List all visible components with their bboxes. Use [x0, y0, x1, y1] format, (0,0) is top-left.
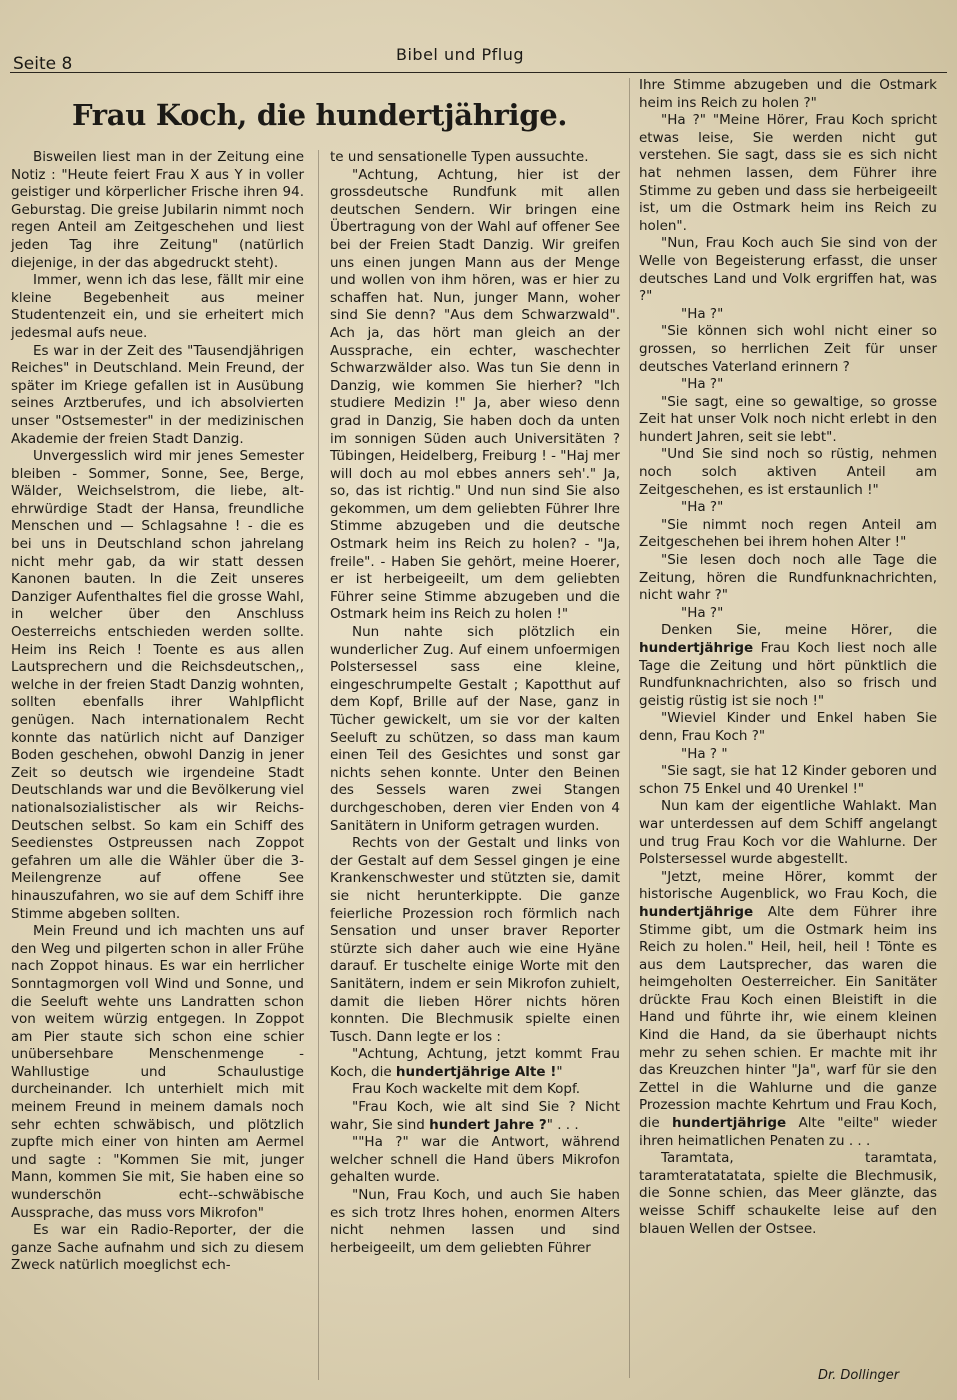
paragraph: "Sie lesen doch noch alle Tage die Zeitung, hören die Rundfunknachrichten, nicht wahr ?" [639, 552, 937, 604]
bold-text: hundertjährige [671, 1115, 787, 1132]
paragraph: Mein Freund und ich machten uns auf den Weg und pilgerten schon in aller Frühe nach Zoppot hinaus. Es war ein herrlicher Sonntagmorgen voll Wind und Sonne, und die Seeluft wehte uns Landratten schon von weitem würzig entgegen. In Zoppot am Pier staute sich schon eine schier unübersehbare Menschenmenge - Wahllustige und Schaulustige durcheinander. Ich unterhielt mich mit meinem Freund in meinem damals noch sehr echten schwäbisch, und plötzlich zupfte mich einer von hinten am Aermel und sagte : "Kommen Sie mit, junger Mann, kommen Sie mit, Sie haben eine so wunderschön echt--schwäbische Aussprache, das muss vors Mikrofon" [11, 923, 304, 1221]
text-run: " [556, 1063, 563, 1080]
paragraph: Taramtata, taramtata, taramteratatatata, spielte die Blechmusik, die Sonne schien, das Meer glänzte, das weisse Schiff schaukelte leise auf den blauen Wellen der Ostsee. [639, 1150, 937, 1237]
header-rule [10, 72, 947, 73]
paragraph: "Ha ?" [681, 499, 724, 516]
paragraph [330, 1099, 620, 1134]
text-run: Frau Koch liest noch alle Tage die Zeitung und hört pünktlich die Rundfunknachrichten, also so frisch und geistig rüstig ist sie noch !" [639, 640, 937, 709]
paragraph [639, 622, 937, 710]
paragraph: "Nun, Frau Koch, und auch Sie haben es sich trotz Ihres hohen, enormen Alters nicht nehmen lassen und sind herbeigeeilt, um dem geliebten Führer [330, 1187, 620, 1256]
paragraph: "Ha ?" [681, 604, 724, 621]
page-number: Seite 8 [13, 54, 73, 74]
paragraph: Ihre Stimme abzugeben und die Ostmark heim ins Reich zu holen ?" [639, 77, 937, 111]
text-run: "Jetzt, meine Hörer, kommt der historische Augenblick, wo Frau Koch, die [639, 868, 937, 903]
paragraph: Rechts von der Gestalt und links von der Gestalt auf dem Sessel gingen je eine Krankenschwester und stützten sie, damit sie nicht herunterkippte. Die ganze feierliche Prozession roch förmlich nach Sensation und unser braver Reporter stürzte sich daher auch wie eine Hyäne darauf. Er tuschelte einige Worte mit den Sanitätern, indem er sein Mikrofon zuhielt, damit die lieben Hörer nichts hören konnten. Die Blechmusik spielte einen Tusch. Dann legte er los : [330, 835, 620, 1045]
text-run: "Achtung, Achtung, jetzt kommt Frau Koch, die [330, 1046, 620, 1080]
bold-text: hundertjährige Alte ! [395, 1063, 557, 1080]
paragraph: "Achtung, Achtung, hier ist der grossdeutsche Rundfunk mit allen deutschen Sendern. Wir bringen eine Übertragung von der Wahl auf offener See bei der Freien Stadt Danzig. Wir greifen uns einen jungen Mann aus der Menge und wollen von ihm hören, was er hier zu schaffen hat. Nun, junger Mann, woher sind Sie denn? "Aus dem Schwarzwald". Ach ja, das hört man gleich an der Aussprache, ein echter, waschechter Schwarzwälder also. Was tun Sie denn in Danzig, wie kommen Sie hierher? "Ich studiere Medizin !" Ja, aber wieso denn grad in Danzig, Sie haben doch da unten im sonnigen Süden auch Universitäten ? Tübingen, Heidelberg, Freiburg ! - "Haj mer will doch au mol ebbes anners seh'." Ja, so, das ist richtig." Und nun sind Sie also gekommen, um dem geliebten Führer Ihre Stimme abzugeben und die deutsche Ostmark heim ins Reich zu holen? - "Ja, freile". - Haben Sie gehört, meine Hoerer, er ist herbeigeeilt, um dem geliebten Führer seine Stimme abzugeben und die Ostmark heim ins Reich zu holen !" [330, 166, 620, 623]
author-signature: Dr. Dollinger [818, 1368, 900, 1383]
article-column-1 [11, 149, 304, 1275]
bold-text: hundert Jahre ? [429, 1116, 547, 1133]
article-column-3 [639, 77, 937, 1238]
text-run: "Frau Koch, wie alt sind Sie ? Nicht wahr, Sie sind [330, 1099, 620, 1133]
paragraph: Es war in der Zeit des "Tausendjährigen Reiches" in Deutschland. Mein Freund, der später im Kriege gefallen ist in Ausübung seines Arztberufes, und ich absolvierten unser "Ostsemester" in der medizinischen Akademie der freien Stadt Danzig. [11, 342, 304, 447]
paragraph: "Ha ? " [681, 745, 728, 762]
publication-title: Bibel und Pflug [396, 45, 524, 64]
article-column-2 [330, 149, 620, 1257]
paragraph: "Sie nimmt noch regen Anteil am Zeitgeschehen bei ihrem hohen Alter !" [639, 516, 937, 551]
bold-text: hundertjährige [639, 640, 754, 656]
paragraph: te und sensationelle Typen aussuchte. [330, 149, 589, 165]
paragraph: ""Ha ?" war die Antwort, während welcher schnell die Hand übers Mikrofon gehalten wurde. [330, 1134, 620, 1186]
paragraph: Frau Koch wackelte mit dem Kopf. [352, 1081, 581, 1098]
text-run: Alte dem Führer ihre Stimme gibt, um die Ostmark heim ins Reich zu holen." Heil, heil, heil ! Tönte es aus dem Lautsprecher, das waren die heimgeholten Oesterreicher. Ein Sanitäter drückte Frau Koch einen Bleistift in die Hand und führte ihr, wie einem kleinen Kind die Hand, da sie überhaupt nichts mehr zu sehen schien. Er machte mit ihr das Kreuzchen hinter "Ja", warf für sie den Zettel in die Wahlurne und die ganze Prozession machte Kehrtum und Frau Koch, die [639, 903, 937, 1132]
paragraph: Nun nahte sich plötzlich ein wunderlicher Zug. Auf einem unfoermigen Polstersessel sass eine kleine, eingeschrumpelte Gestalt ; Kapotthut auf dem Kopf, Brille auf der Nase, ganz in Tücher gewickelt, um sie vor der kalten Seeluft zu schützen, so dass man kaum einen Teil des Gesichtes und sonst gar nichts sehen konnte. Unter den Beinen des Sessels waren zwei Stangen durchgeschoben, deren vier Enden von 4 Sanitätern in Uniform getragen wurden. [330, 624, 620, 834]
paragraph: "Wieviel Kinder und Enkel haben Sie denn, Frau Koch ?" [639, 710, 937, 744]
text-run: Denken Sie, meine Hörer, die [661, 622, 937, 639]
paragraph: Immer, wenn ich das lese, fällt mir eine kleine Begebenheit aus meiner Studentenzeit ein, und sie erheitert mich jedesmal aufs neue. [11, 272, 304, 341]
article-title: Frau Koch, die hundertjährige. [72, 98, 568, 132]
paragraph: "Sie können sich wohl nicht einer so grossen, so herrlichen Zeit für unser deutsches Vaterland erinnern ? [639, 323, 937, 375]
column-rule-left [318, 150, 319, 1380]
paragraph: "Ha ?" "Meine Hörer, Frau Koch spricht etwas leise, Sie werden nicht gut verstehen. Sie sagt, dass sie es sich nicht hat nehmen lassen, dem Führer ihre Stimme zu geben und dass sie herbeigeeilt ist, um die Ostmark heim ins Reich zu holen". [639, 112, 937, 234]
text-run: Alte "eilte" wieder ihren heimatlichen Penaten zu . . . [639, 1115, 937, 1149]
paragraph: "Ha ?" [681, 376, 724, 393]
paragraph: Nun kam der eigentliche Wahlakt. Man war unterdessen auf dem Schiff angelangt und trug Frau Koch vor die Wahlurne. Der Polstersessel wurde abgestellt. [639, 798, 937, 868]
paragraph: "Ha ?" [681, 305, 724, 322]
bold-text: hundertjährige [639, 903, 754, 920]
column-rule-right [629, 78, 630, 1378]
paragraph: Unvergesslich wird mir jenes Semester bleiben - Sommer, Sonne, See, Berge, Wälder, Weichselstrom, die liebe, alt-ehrwürdige Stadt der Hansa, freundliche Menschen und — Schlagsahne ! - die es bei uns in Deutschland schon jahrelang nicht mehr gab, da wir statt dessen Kanonen bauten. In die Zeit unseres Danziger Aufenthaltes fiel die grosse Wahl, in welcher über den Anschluss Oesterreichs entschieden werden sollte. Heim ins Reich ! Toente es aus allen Lautsprechern und die Reichsdeutschen,, welche in der freien Stadt Danzig wohnten, sollten ebenfalls ihrer Wahlpflicht genügen. Nach internationalem Recht konnte das natürlich nicht auf Danziger Boden geschehen, obwohl Danzig in jener Zeit so deutsch wie irgendeine Stadt Deutschlands war und die Bevölkerung viel nationalsozialistischer als wir Reichs-Deutschen selbst. So kam ein Schiff des Seedienstes Ostpreussen nach Zoppot gefahren um alle die Wähler über die 3-Meilengrenze auf offene See hinauszufahren, wo sie auf dem Schiff ihre Stimme abgeben sollten. [11, 448, 304, 922]
paragraph: Bisweilen liest man in der Zeitung eine Notiz : "Heute feiert Frau X aus Y in voller geistiger und körperlicher Frische ihren 94. Geburstag. Die greise Jubilarin nimmt noch regen Anteil am Zeitgeschehen und liest jeden Tag ihre Zeitung" (natürlich diejenige, in der das abgedruckt steht). [11, 149, 304, 271]
paragraph [639, 869, 937, 1151]
paragraph: "Nun, Frau Koch auch Sie sind von der Welle von Begeisterung erfasst, die unser deutsches Land und Volk ergriffen hat, was ?" [639, 235, 937, 305]
paragraph: Es war ein Radio-Reporter, der die ganze Sache aufnahm und sich zu diesem Zweck natürlich moeglichst ech- [11, 1222, 304, 1274]
text-run: " . . . [546, 1116, 579, 1133]
paragraph [330, 1046, 620, 1081]
paragraph: "Und Sie sind noch so rüstig, nehmen noch solch aktiven Anteil am Zeitgeschehen, es ist erstaunlich !" [639, 446, 937, 498]
paragraph: "Sie sagt, eine so gewaltige, so grosse Zeit hat unser Volk noch nicht erlebt in den hundert Jahren, seit sie lebt". [639, 393, 937, 445]
paragraph: "Sie sagt, sie hat 12 Kinder geboren und schon 75 Enkel und 40 Urenkel !" [639, 763, 937, 797]
